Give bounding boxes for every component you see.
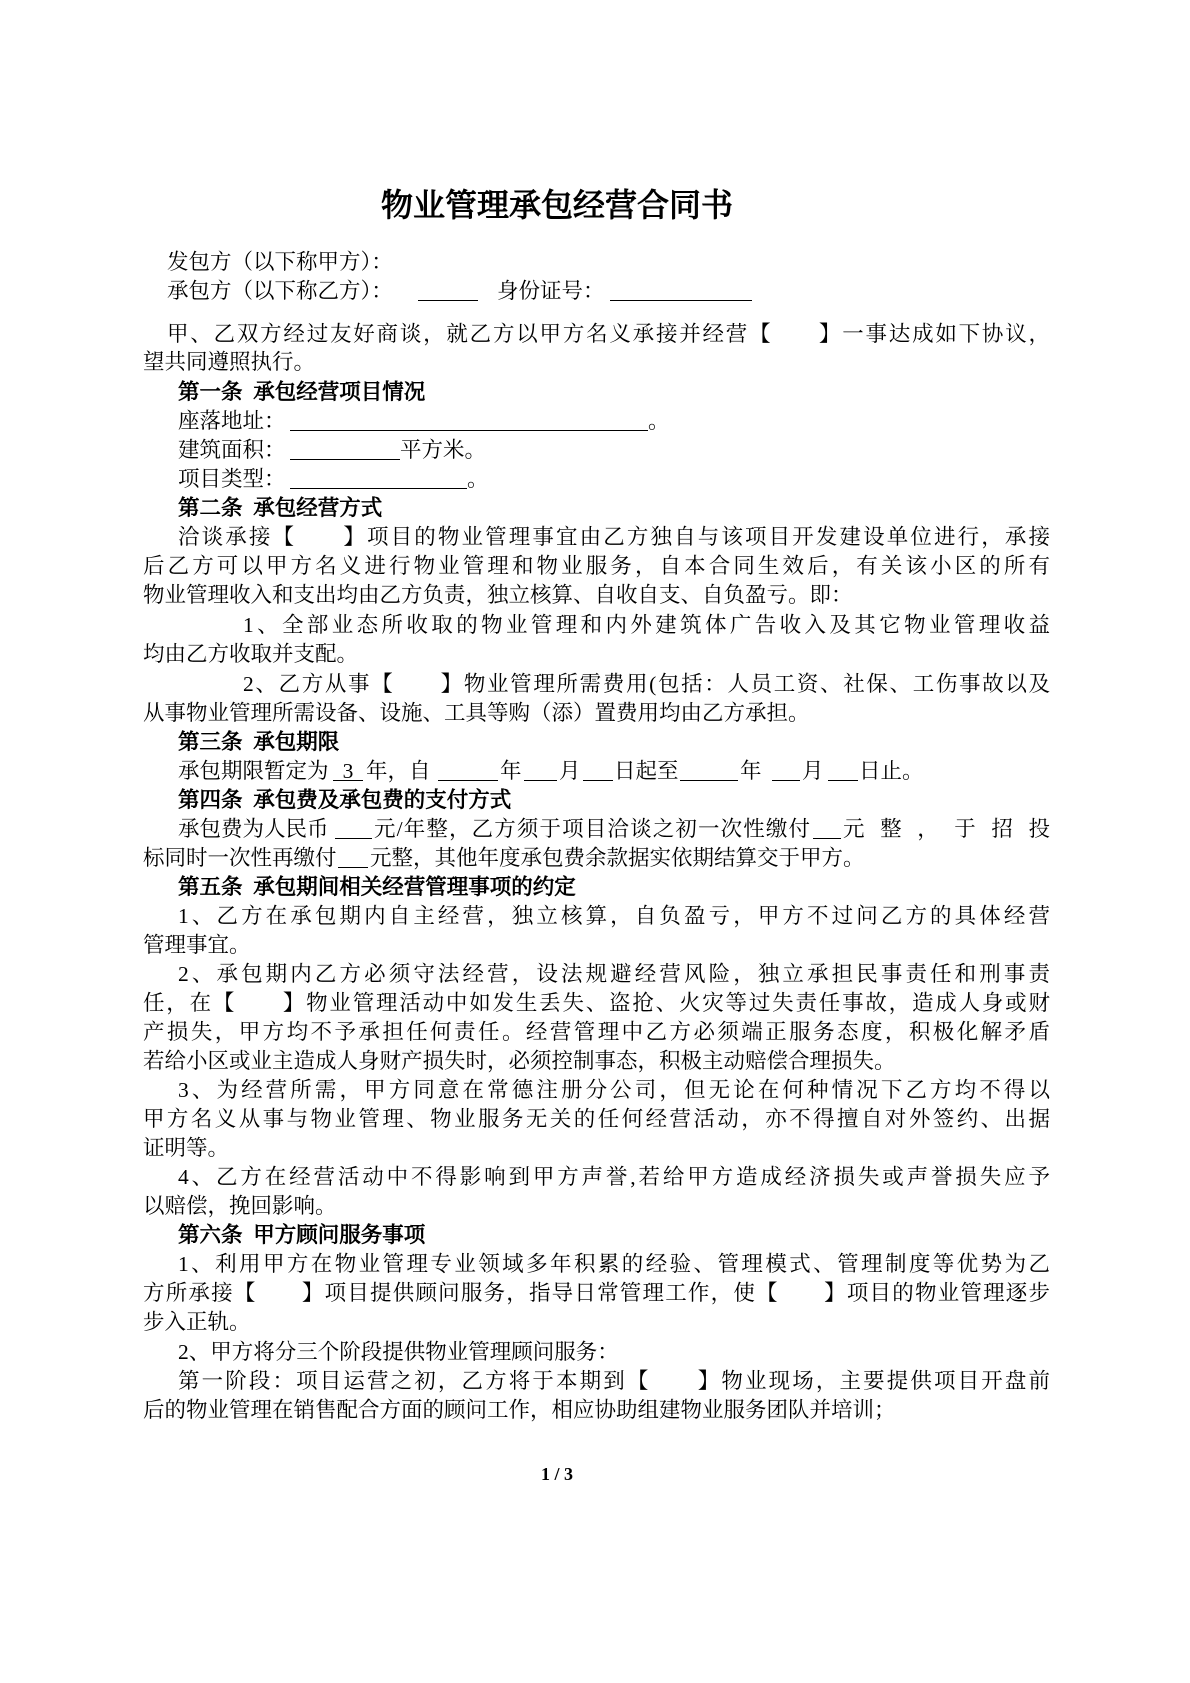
address-label: 座落地址： — [178, 409, 286, 433]
address-line — [0, 407, 1190, 436]
clause-line: 步入正轨。 — [143, 1310, 251, 1334]
second-payment-blank — [338, 844, 368, 868]
clause-line: 2、甲方将分三个阶段提供物业管理顾问服务： — [178, 1340, 619, 1364]
area-unit: 平方米。 — [400, 438, 487, 462]
page-number: 1 / 3 — [540, 1464, 573, 1484]
clause-line: 1、利用甲方在物业管理专业领域多年积累的经验、管理模式、管理制度等优势为乙 — [178, 1252, 1050, 1276]
clause-line: 3、为经营所需，甲方同意在常德注册分公司，但无论在何种情况下乙方均不得以 — [178, 1078, 1050, 1102]
area-blank — [290, 436, 400, 460]
clause-line: 从事物业管理所需设备、设施、工具等购（添）置费用均由乙方承担。 — [143, 701, 810, 725]
term-text: 年 — [500, 759, 522, 783]
party-a-label: 发包方（以下称甲方）： — [167, 250, 393, 274]
clause-line: 以赔偿，挽回影响。 — [143, 1194, 337, 1218]
article-heading: 第六条 甲方顾问服务事项 — [178, 1223, 426, 1247]
end-month-blank — [772, 757, 800, 781]
article-heading: 第五条 承包期间相关经营管理事项的约定 — [178, 875, 576, 899]
clause-line: 方所承接【 】项目提供顾问服务，指导日常管理工作，使【 】项目的物业管理逐步 — [143, 1281, 1050, 1305]
id-number-blank — [610, 277, 752, 301]
initial-payment-blank — [813, 815, 841, 839]
end-year-blank — [680, 757, 738, 781]
id-number-label: 身份证号： — [497, 279, 605, 303]
article-heading: 第一条 承包经营项目情况 — [178, 380, 426, 404]
clause-line: 第一阶段：项目运营之初，乙方将于本期到【 】物业现场，主要提供项目开盘前 — [178, 1369, 1050, 1393]
term-text: 年，自 — [366, 759, 431, 783]
clause-line: 产损失，甲方均不予承担任何责任。经营管理中乙方必须端正服务态度，积极化解矛盾 — [143, 1020, 1050, 1044]
clause-line: 均由乙方收取并支配。 — [143, 642, 359, 666]
term-text: 年 — [740, 759, 762, 783]
clause-line: 2、乙方从事【 】物业管理所需费用(包括：人员工资、社保、工伤事故以及 — [243, 672, 1050, 696]
start-month-blank — [524, 757, 557, 781]
project-type-line — [0, 465, 1190, 494]
preamble-line: 甲、乙双方经过友好商谈，就乙方以甲方名义承接并经营【 】一事达成如下协议， — [167, 322, 1050, 346]
clause-line: 2、承包期内乙方必须守法经营，设法规避经营风险，独立承担民事责任和刑事责 — [178, 962, 1050, 986]
term-text: 日止。 — [859, 759, 924, 783]
clause-line: 证明等。 — [143, 1136, 230, 1160]
term-text: 日起至 — [614, 759, 679, 783]
area-label: 建筑面积： — [178, 438, 286, 462]
clause-line: 4、乙方在经营活动中不得影响到甲方声誉,若给甲方造成经济损失或声誉损失应予 — [178, 1165, 1050, 1189]
party-b-line — [0, 277, 1190, 306]
start-year-blank — [438, 757, 498, 781]
clause-line: 后乙方可以甲方名义进行物业管理和物业服务，自本合同生效后，有关该小区的所有 — [143, 554, 1050, 578]
address-end: 。 — [648, 409, 670, 433]
article-heading: 第二条 承包经营方式 — [178, 496, 383, 520]
party-b-label: 承包方（以下称乙方）： — [167, 279, 393, 303]
end-day-blank — [828, 757, 858, 781]
clause-line: 洽谈承接【 】项目的物业管理事宜由乙方独自与该项目开发建设单位进行，承接 — [178, 525, 1050, 549]
clause-line: 任，在【 】物业管理活动中如发生丢失、盗抢、火灾等过失责任事故，造成人身或财 — [143, 991, 1050, 1015]
fee-text: 标同时一次性再缴付 — [143, 846, 337, 870]
preamble-line: 望共同遵照执行。 — [143, 350, 316, 374]
address-blank — [290, 407, 648, 431]
clause-line: 管理事宜。 — [143, 933, 251, 957]
clause-line: 1、全部业态所收取的物业管理和内外建筑体广告收入及其它物业管理收益 — [243, 613, 1050, 637]
project-type-blank — [290, 465, 467, 489]
term-line — [0, 757, 1190, 786]
fee-text: 元整，于招投 — [843, 817, 1050, 841]
clause-line: 甲方名义从事与物业管理、物业服务无关的任何经营活动，亦不得擅自对外签约、出据 — [143, 1107, 1050, 1131]
clause-line: 物业管理收入和支出均由乙方负责，独立核算、自收自支、自负盈亏。即： — [143, 583, 853, 607]
article-heading: 第四条 承包费及承包费的支付方式 — [178, 788, 512, 812]
fee-line — [0, 815, 1190, 844]
term-text: 月 — [559, 759, 581, 783]
fee-text: 元整，其他年度承包费余款据实依期结算交于甲方。 — [370, 846, 865, 870]
area-line — [0, 436, 1190, 465]
start-day-blank — [583, 757, 613, 781]
party-b-name-blank — [418, 277, 478, 301]
annual-fee-blank — [335, 815, 372, 839]
clause-line: 若给小区或业主造成人身财产损失时，必须控制事态，积极主动赔偿合理损失。 — [143, 1049, 896, 1073]
term-years-value: 3 — [333, 757, 363, 781]
document-title: 物业管理承包经营合同书 — [380, 187, 733, 223]
project-type-end: 。 — [467, 467, 489, 491]
term-text: 月 — [802, 759, 824, 783]
clause-line: 后的物业管理在销售配合方面的顾问工作，相应协助组建物业服务团队并培训； — [143, 1398, 896, 1422]
term-prefix: 承包期限暂定为 — [178, 759, 329, 783]
fee-line — [0, 844, 1190, 873]
fee-text: 元/年整，乙方须于项目洽谈之初一次性缴付 — [374, 817, 810, 841]
article-heading: 第三条 承包期限 — [178, 730, 340, 754]
clause-line: 1、乙方在承包期内自主经营，独立核算，自负盈亏，甲方不过问乙方的具体经营 — [178, 904, 1050, 928]
project-type-label: 项目类型： — [178, 467, 286, 491]
fee-text: 承包费为人民币 — [178, 817, 329, 841]
